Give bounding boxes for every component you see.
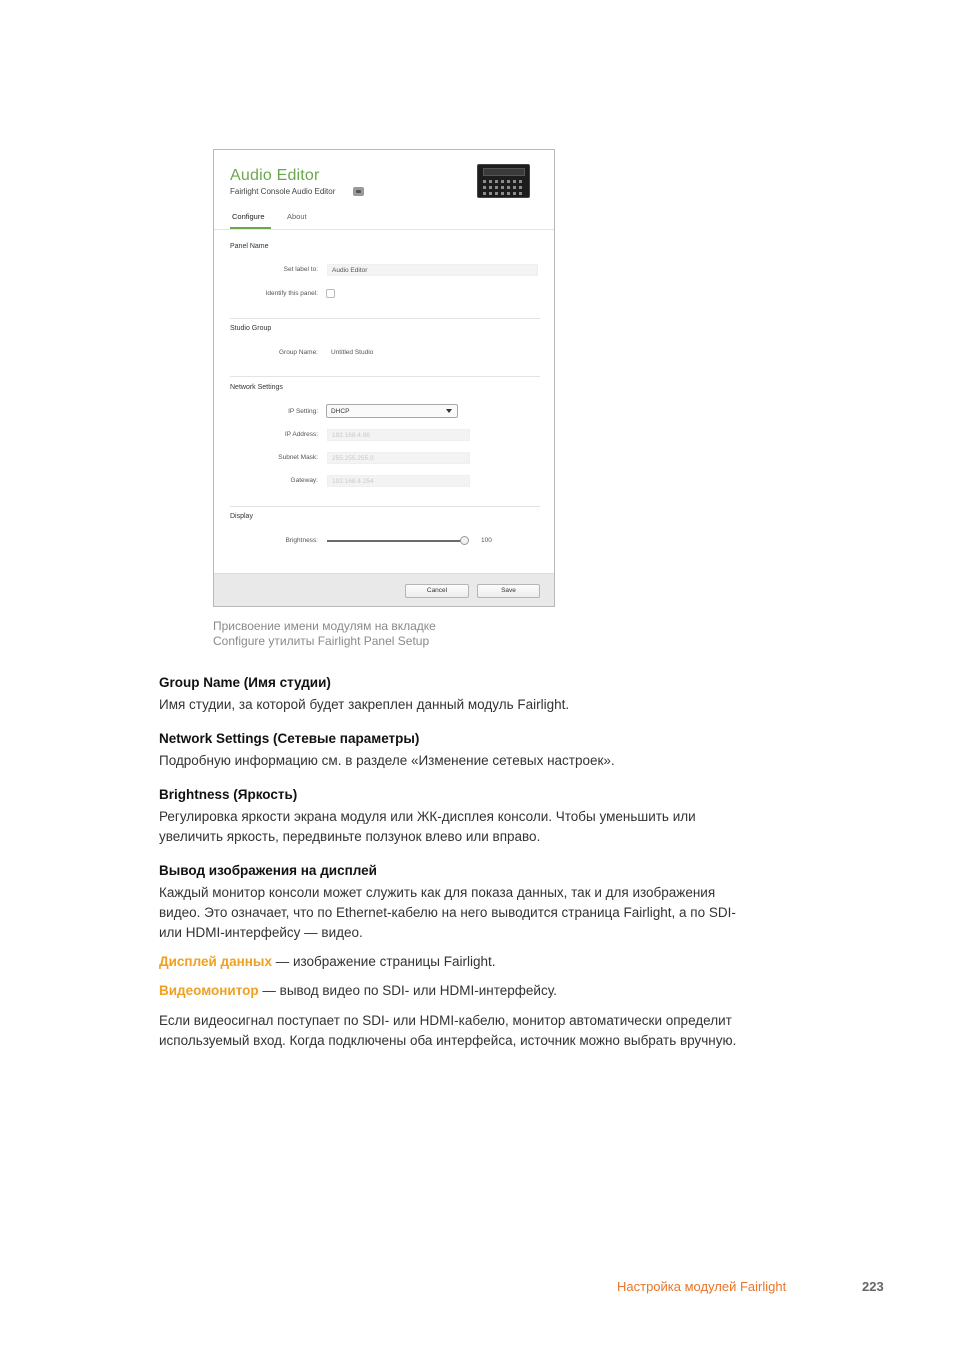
network-settings-heading: Network Settings (Сетевые параметры) xyxy=(159,731,420,746)
display-heading: Display xyxy=(230,513,253,520)
paragraph-line: Каждый монитор консоли может служить как для показа данных, так и для изображения xyxy=(159,885,716,900)
tab-configure[interactable]: Configure xyxy=(232,212,265,221)
paragraph-line: Имя студии, за которой будет закреплен данный модуль Fairlight. xyxy=(159,697,570,712)
set-label-input[interactable]: Audio Editor xyxy=(327,264,538,276)
ip-setting-label: IP Setting: xyxy=(288,408,318,415)
video-monitor-item xyxy=(159,981,799,1001)
network-settings-heading: Network Settings xyxy=(230,384,283,391)
gateway-input[interactable]: 192.168.4.254 xyxy=(327,475,470,487)
caption-line: Присвоение имени модулям на вкладке xyxy=(213,619,436,633)
studio-group-heading: Studio Group xyxy=(230,325,272,332)
brightness-value: 100 xyxy=(481,537,492,544)
divider xyxy=(230,506,540,507)
paragraph-line: используемый вход. Когда подключены оба интерфейса, источник можно выбрать вручную. xyxy=(159,1033,737,1048)
chevron-down-icon xyxy=(446,409,452,413)
ip-setting-value: DHCP xyxy=(331,408,350,415)
divider xyxy=(230,376,540,377)
brightness-slider-thumb[interactable] xyxy=(460,536,469,545)
lock-icon[interactable] xyxy=(353,187,364,196)
group-name-value[interactable]: Untitled Studio xyxy=(331,349,374,356)
tab-divider xyxy=(214,229,554,230)
video-monitor-term: Видеомонитор xyxy=(159,983,259,998)
subnet-mask-input[interactable]: 255.255.255.0 xyxy=(327,452,470,464)
ip-address-input[interactable]: 192.168.4.96 xyxy=(327,429,470,441)
paragraph-line: Регулировка яркости экрана модуля или ЖК-дисплея консоли. Чтобы уменьшить или xyxy=(159,809,696,824)
brightness-slider-track[interactable] xyxy=(327,540,467,542)
paragraph-line: Если видеосигнал поступает по SDI- или HDMI-кабелю, монитор автоматически определит xyxy=(159,1013,732,1028)
identify-panel-checkbox[interactable] xyxy=(326,289,335,298)
ip-address-label: IP Address: xyxy=(284,431,318,438)
console-device-image xyxy=(477,164,530,198)
group-name-paragraph xyxy=(159,695,799,715)
final-paragraph xyxy=(159,1011,799,1051)
cancel-button[interactable]: Cancel xyxy=(405,584,469,598)
video-monitor-description: — вывод видео по SDI- или HDMI-интерфейсу. xyxy=(258,983,557,998)
paragraph-line: увеличить яркость, передвиньте ползунок влево или вправо. xyxy=(159,829,541,844)
divider xyxy=(230,318,540,319)
brightness-paragraph xyxy=(159,807,799,847)
group-name-label: Group Name: xyxy=(278,349,318,356)
paragraph-line: Подробную информацию см. в разделе «Изменение сетевых настроек». xyxy=(159,753,615,768)
video-output-heading: Вывод изображения на дисплей xyxy=(159,863,377,878)
group-name-heading: Group Name (Имя студии) xyxy=(159,675,331,690)
video-output-paragraph xyxy=(159,883,799,943)
brightness-label: Brightness: xyxy=(285,537,318,544)
figure-caption xyxy=(213,619,513,649)
ip-setting-select[interactable] xyxy=(326,404,458,418)
set-label-label: Set label to: xyxy=(283,266,318,273)
brightness-heading: Brightness (Яркость) xyxy=(159,787,298,802)
tab-about[interactable]: About xyxy=(287,212,307,221)
data-display-term: Дисплей данных xyxy=(159,954,272,969)
data-display-item xyxy=(159,952,799,972)
subnet-mask-label: Subnet Mask: xyxy=(278,454,318,461)
gateway-label: Gateway: xyxy=(290,477,318,484)
data-display-description: — изображение страницы Fairlight. xyxy=(271,954,496,969)
paragraph-line: видео. Это означает, что по Ethernet-кабелю на него выводится страница Fairlight, а по SDI- xyxy=(159,905,736,920)
window-subtitle: Fairlight Console Audio Editor xyxy=(230,187,336,196)
identify-panel-label: Identify this panel: xyxy=(265,290,318,297)
panel-name-heading: Panel Name xyxy=(230,243,269,250)
window-title: Audio Editor xyxy=(230,167,320,184)
paragraph-line: или HDMI-интерфейсу — видео. xyxy=(159,925,363,940)
save-button[interactable]: Save xyxy=(477,584,540,598)
footer-section-title: Настройка модулей Fairlight xyxy=(617,1279,787,1294)
caption-line: Configure утилиты Fairlight Panel Setup xyxy=(213,634,430,648)
network-settings-paragraph xyxy=(159,751,799,771)
audio-editor-window xyxy=(213,149,555,607)
page-number: 223 xyxy=(862,1279,884,1294)
